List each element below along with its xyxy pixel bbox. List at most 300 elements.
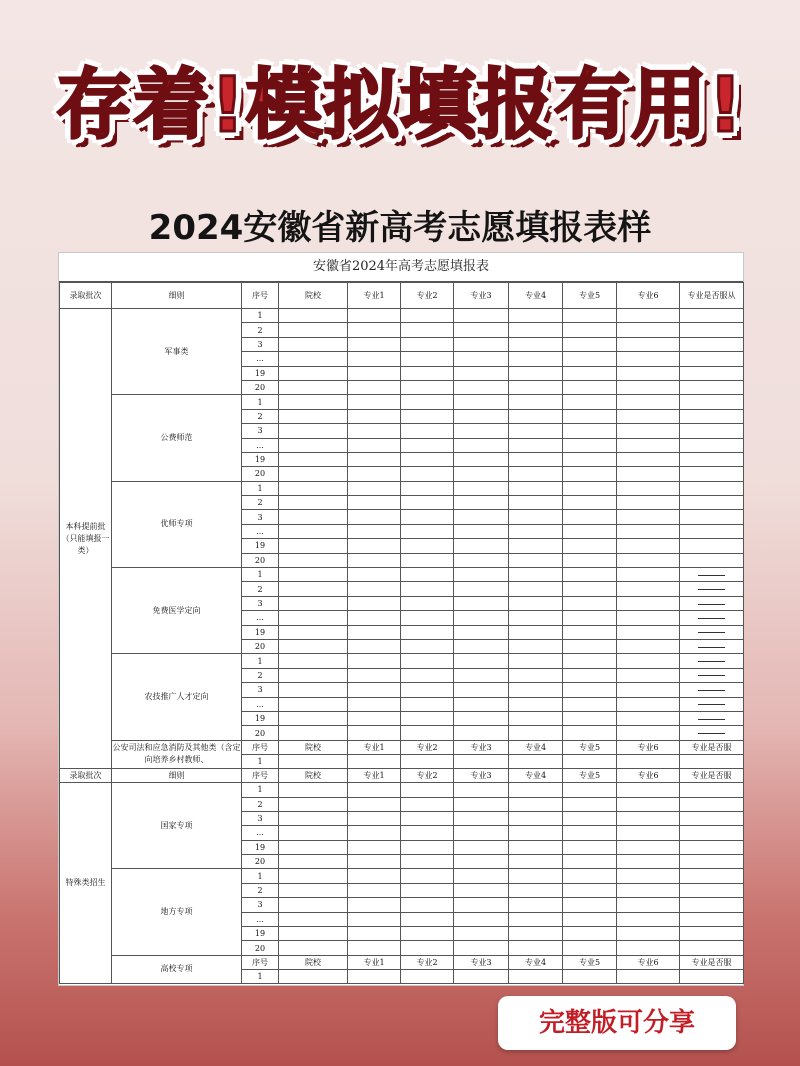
input-cell[interactable] (279, 826, 348, 840)
input-cell[interactable] (680, 840, 744, 854)
input-cell[interactable] (563, 337, 617, 351)
input-cell[interactable] (509, 352, 563, 366)
obey-cell[interactable] (680, 380, 744, 394)
input-cell[interactable] (509, 395, 563, 409)
input-cell[interactable] (279, 639, 348, 653)
input-cell[interactable] (279, 539, 348, 553)
input-cell[interactable] (617, 783, 680, 797)
input-cell[interactable] (509, 366, 563, 380)
input-cell[interactable] (563, 323, 617, 337)
input-cell[interactable] (348, 611, 401, 625)
input-cell[interactable] (617, 366, 680, 380)
input-cell[interactable] (454, 553, 509, 567)
input-cell[interactable] (509, 927, 563, 941)
input-cell[interactable] (509, 726, 563, 740)
input-cell[interactable] (509, 524, 563, 538)
input-cell[interactable] (348, 424, 401, 438)
input-cell[interactable] (279, 927, 348, 941)
input-cell[interactable] (454, 883, 509, 897)
input-cell[interactable] (617, 452, 680, 466)
input-cell[interactable] (279, 783, 348, 797)
input-cell[interactable] (401, 855, 454, 869)
input-cell[interactable] (454, 941, 509, 955)
input-cell[interactable] (509, 625, 563, 639)
input-cell[interactable] (509, 697, 563, 711)
input-cell[interactable] (509, 639, 563, 653)
input-cell[interactable] (401, 452, 454, 466)
input-cell[interactable] (348, 654, 401, 668)
input-cell[interactable] (454, 811, 509, 825)
input-cell[interactable] (454, 711, 509, 725)
input-cell[interactable] (279, 855, 348, 869)
input-cell[interactable] (279, 496, 348, 510)
input-cell[interactable] (617, 826, 680, 840)
input-cell[interactable] (617, 811, 680, 825)
input-cell[interactable] (348, 711, 401, 725)
input-cell[interactable] (680, 869, 744, 883)
input-cell[interactable] (509, 654, 563, 668)
input-cell[interactable] (617, 309, 680, 323)
input-cell[interactable] (617, 553, 680, 567)
input-cell[interactable] (401, 927, 454, 941)
input-cell[interactable] (401, 380, 454, 394)
obey-cell[interactable] (680, 625, 744, 639)
input-cell[interactable] (617, 496, 680, 510)
input-cell[interactable] (509, 711, 563, 725)
input-cell[interactable] (348, 697, 401, 711)
input-cell[interactable] (401, 409, 454, 423)
input-cell[interactable] (279, 323, 348, 337)
input-cell[interactable] (401, 510, 454, 524)
input-cell[interactable] (617, 869, 680, 883)
input-cell[interactable] (563, 783, 617, 797)
input-cell[interactable] (563, 668, 617, 682)
input-cell[interactable] (563, 840, 617, 854)
input-cell[interactable] (617, 395, 680, 409)
obey-cell[interactable] (680, 524, 744, 538)
input-cell[interactable] (401, 438, 454, 452)
input-cell[interactable] (348, 726, 401, 740)
input-cell[interactable] (617, 840, 680, 854)
input-cell[interactable] (454, 496, 509, 510)
input-cell[interactable] (279, 711, 348, 725)
obey-cell[interactable] (680, 452, 744, 466)
input-cell[interactable] (454, 797, 509, 811)
input-cell[interactable] (563, 711, 617, 725)
input-cell[interactable] (348, 811, 401, 825)
input-cell[interactable] (454, 754, 509, 768)
input-cell[interactable] (509, 969, 563, 983)
input-cell[interactable] (401, 826, 454, 840)
input-cell[interactable] (617, 883, 680, 897)
input-cell[interactable] (617, 510, 680, 524)
input-cell[interactable] (509, 941, 563, 955)
input-cell[interactable] (680, 941, 744, 955)
obey-cell[interactable] (680, 467, 744, 481)
obey-cell[interactable] (680, 323, 744, 337)
input-cell[interactable] (454, 783, 509, 797)
input-cell[interactable] (563, 754, 617, 768)
input-cell[interactable] (509, 683, 563, 697)
input-cell[interactable] (509, 467, 563, 481)
input-cell[interactable] (279, 481, 348, 495)
input-cell[interactable] (454, 337, 509, 351)
input-cell[interactable] (348, 582, 401, 596)
obey-cell[interactable] (680, 611, 744, 625)
input-cell[interactable] (454, 611, 509, 625)
input-cell[interactable] (401, 481, 454, 495)
input-cell[interactable] (279, 309, 348, 323)
input-cell[interactable] (454, 467, 509, 481)
input-cell[interactable] (563, 366, 617, 380)
input-cell[interactable] (563, 898, 617, 912)
input-cell[interactable] (563, 467, 617, 481)
input-cell[interactable] (509, 568, 563, 582)
input-cell[interactable] (680, 783, 744, 797)
input-cell[interactable] (401, 352, 454, 366)
input-cell[interactable] (454, 309, 509, 323)
input-cell[interactable] (401, 797, 454, 811)
input-cell[interactable] (279, 898, 348, 912)
share-badge[interactable]: 完整版可分享 (498, 996, 736, 1050)
input-cell[interactable] (279, 697, 348, 711)
input-cell[interactable] (617, 726, 680, 740)
input-cell[interactable] (348, 625, 401, 639)
input-cell[interactable] (563, 941, 617, 955)
input-cell[interactable] (279, 969, 348, 983)
obey-cell[interactable] (680, 409, 744, 423)
obey-cell[interactable] (680, 337, 744, 351)
input-cell[interactable] (509, 438, 563, 452)
input-cell[interactable] (617, 912, 680, 926)
input-cell[interactable] (401, 625, 454, 639)
input-cell[interactable] (563, 654, 617, 668)
input-cell[interactable] (563, 726, 617, 740)
obey-cell[interactable] (680, 510, 744, 524)
input-cell[interactable] (401, 524, 454, 538)
input-cell[interactable] (401, 654, 454, 668)
input-cell[interactable] (454, 510, 509, 524)
input-cell[interactable] (563, 912, 617, 926)
input-cell[interactable] (348, 898, 401, 912)
input-cell[interactable] (563, 927, 617, 941)
input-cell[interactable] (680, 797, 744, 811)
input-cell[interactable] (563, 524, 617, 538)
input-cell[interactable] (509, 869, 563, 883)
input-cell[interactable] (509, 553, 563, 567)
obey-cell[interactable] (680, 553, 744, 567)
obey-cell[interactable] (680, 539, 744, 553)
input-cell[interactable] (279, 524, 348, 538)
input-cell[interactable] (279, 625, 348, 639)
input-cell[interactable] (563, 855, 617, 869)
input-cell[interactable] (454, 395, 509, 409)
input-cell[interactable] (279, 467, 348, 481)
input-cell[interactable] (563, 582, 617, 596)
input-cell[interactable] (454, 524, 509, 538)
input-cell[interactable] (617, 524, 680, 538)
input-cell[interactable] (563, 510, 617, 524)
obey-cell[interactable] (680, 481, 744, 495)
input-cell[interactable] (454, 912, 509, 926)
input-cell[interactable] (617, 409, 680, 423)
input-cell[interactable] (563, 553, 617, 567)
input-cell[interactable] (279, 654, 348, 668)
input-cell[interactable] (454, 481, 509, 495)
input-cell[interactable] (454, 596, 509, 610)
input-cell[interactable] (617, 855, 680, 869)
obey-cell[interactable] (680, 639, 744, 653)
input-cell[interactable] (680, 811, 744, 825)
input-cell[interactable] (401, 869, 454, 883)
obey-cell[interactable] (680, 496, 744, 510)
input-cell[interactable] (680, 826, 744, 840)
input-cell[interactable] (348, 524, 401, 538)
input-cell[interactable] (401, 596, 454, 610)
input-cell[interactable] (454, 927, 509, 941)
input-cell[interactable] (680, 912, 744, 926)
input-cell[interactable] (680, 883, 744, 897)
input-cell[interactable] (401, 395, 454, 409)
obey-cell[interactable] (680, 683, 744, 697)
input-cell[interactable] (348, 481, 401, 495)
input-cell[interactable] (509, 855, 563, 869)
input-cell[interactable] (617, 438, 680, 452)
obey-cell[interactable] (680, 309, 744, 323)
obey-cell[interactable] (680, 582, 744, 596)
input-cell[interactable] (348, 754, 401, 768)
input-cell[interactable] (617, 467, 680, 481)
input-cell[interactable] (617, 654, 680, 668)
input-cell[interactable] (348, 510, 401, 524)
obey-cell[interactable] (680, 654, 744, 668)
input-cell[interactable] (401, 811, 454, 825)
input-cell[interactable] (279, 452, 348, 466)
input-cell[interactable] (617, 568, 680, 582)
input-cell[interactable] (509, 811, 563, 825)
input-cell[interactable] (454, 639, 509, 653)
input-cell[interactable] (401, 366, 454, 380)
input-cell[interactable] (279, 811, 348, 825)
input-cell[interactable] (563, 424, 617, 438)
input-cell[interactable] (509, 496, 563, 510)
input-cell[interactable] (563, 596, 617, 610)
input-cell[interactable] (348, 639, 401, 653)
input-cell[interactable] (348, 438, 401, 452)
input-cell[interactable] (279, 352, 348, 366)
input-cell[interactable] (509, 309, 563, 323)
input-cell[interactable] (509, 337, 563, 351)
input-cell[interactable] (617, 639, 680, 653)
input-cell[interactable] (617, 611, 680, 625)
input-cell[interactable] (617, 797, 680, 811)
input-cell[interactable] (348, 969, 401, 983)
input-cell[interactable] (401, 323, 454, 337)
input-cell[interactable] (680, 969, 744, 983)
input-cell[interactable] (279, 596, 348, 610)
input-cell[interactable] (509, 582, 563, 596)
input-cell[interactable] (348, 883, 401, 897)
input-cell[interactable] (279, 424, 348, 438)
input-cell[interactable] (509, 783, 563, 797)
input-cell[interactable] (401, 668, 454, 682)
input-cell[interactable] (401, 683, 454, 697)
input-cell[interactable] (454, 726, 509, 740)
input-cell[interactable] (454, 969, 509, 983)
input-cell[interactable] (563, 826, 617, 840)
input-cell[interactable] (509, 898, 563, 912)
input-cell[interactable] (348, 467, 401, 481)
input-cell[interactable] (617, 582, 680, 596)
input-cell[interactable] (509, 596, 563, 610)
input-cell[interactable] (563, 811, 617, 825)
input-cell[interactable] (401, 337, 454, 351)
obey-cell[interactable] (680, 596, 744, 610)
input-cell[interactable] (348, 826, 401, 840)
input-cell[interactable] (509, 424, 563, 438)
input-cell[interactable] (509, 481, 563, 495)
input-cell[interactable] (454, 409, 509, 423)
input-cell[interactable] (279, 380, 348, 394)
input-cell[interactable] (680, 927, 744, 941)
input-cell[interactable] (563, 683, 617, 697)
input-cell[interactable] (348, 783, 401, 797)
input-cell[interactable] (563, 697, 617, 711)
input-cell[interactable] (454, 352, 509, 366)
input-cell[interactable] (617, 424, 680, 438)
input-cell[interactable] (617, 596, 680, 610)
input-cell[interactable] (279, 797, 348, 811)
input-cell[interactable] (454, 869, 509, 883)
input-cell[interactable] (454, 539, 509, 553)
input-cell[interactable] (563, 568, 617, 582)
input-cell[interactable] (401, 883, 454, 897)
input-cell[interactable] (617, 898, 680, 912)
input-cell[interactable] (401, 309, 454, 323)
input-cell[interactable] (563, 380, 617, 394)
input-cell[interactable] (454, 898, 509, 912)
input-cell[interactable] (348, 352, 401, 366)
input-cell[interactable] (401, 726, 454, 740)
input-cell[interactable] (617, 941, 680, 955)
input-cell[interactable] (401, 539, 454, 553)
input-cell[interactable] (454, 452, 509, 466)
input-cell[interactable] (617, 323, 680, 337)
input-cell[interactable] (279, 840, 348, 854)
input-cell[interactable] (279, 366, 348, 380)
obey-cell[interactable] (680, 668, 744, 682)
input-cell[interactable] (279, 668, 348, 682)
input-cell[interactable] (509, 510, 563, 524)
input-cell[interactable] (617, 539, 680, 553)
input-cell[interactable] (617, 668, 680, 682)
input-cell[interactable] (509, 539, 563, 553)
input-cell[interactable] (680, 754, 744, 768)
input-cell[interactable] (348, 869, 401, 883)
input-cell[interactable] (348, 596, 401, 610)
input-cell[interactable] (348, 409, 401, 423)
input-cell[interactable] (348, 927, 401, 941)
input-cell[interactable] (509, 754, 563, 768)
input-cell[interactable] (401, 840, 454, 854)
input-cell[interactable] (509, 452, 563, 466)
input-cell[interactable] (617, 969, 680, 983)
input-cell[interactable] (509, 797, 563, 811)
input-cell[interactable] (401, 568, 454, 582)
input-cell[interactable] (401, 582, 454, 596)
input-cell[interactable] (509, 409, 563, 423)
input-cell[interactable] (509, 840, 563, 854)
input-cell[interactable] (348, 912, 401, 926)
input-cell[interactable] (401, 711, 454, 725)
input-cell[interactable] (617, 481, 680, 495)
input-cell[interactable] (563, 352, 617, 366)
input-cell[interactable] (348, 380, 401, 394)
input-cell[interactable] (454, 625, 509, 639)
input-cell[interactable] (279, 912, 348, 926)
input-cell[interactable] (279, 568, 348, 582)
input-cell[interactable] (563, 611, 617, 625)
input-cell[interactable] (509, 883, 563, 897)
obey-cell[interactable] (680, 352, 744, 366)
input-cell[interactable] (454, 380, 509, 394)
input-cell[interactable] (563, 639, 617, 653)
input-cell[interactable] (454, 323, 509, 337)
input-cell[interactable] (563, 481, 617, 495)
input-cell[interactable] (279, 611, 348, 625)
input-cell[interactable] (348, 553, 401, 567)
input-cell[interactable] (401, 912, 454, 926)
input-cell[interactable] (401, 898, 454, 912)
input-cell[interactable] (563, 539, 617, 553)
input-cell[interactable] (454, 438, 509, 452)
input-cell[interactable] (563, 496, 617, 510)
input-cell[interactable] (279, 510, 348, 524)
input-cell[interactable] (617, 683, 680, 697)
input-cell[interactable] (401, 424, 454, 438)
input-cell[interactable] (617, 927, 680, 941)
input-cell[interactable] (454, 424, 509, 438)
input-cell[interactable] (279, 395, 348, 409)
input-cell[interactable] (509, 912, 563, 926)
input-cell[interactable] (563, 438, 617, 452)
input-cell[interactable] (348, 668, 401, 682)
input-cell[interactable] (563, 452, 617, 466)
input-cell[interactable] (454, 668, 509, 682)
input-cell[interactable] (563, 869, 617, 883)
input-cell[interactable] (279, 409, 348, 423)
obey-cell[interactable] (680, 726, 744, 740)
input-cell[interactable] (509, 323, 563, 337)
input-cell[interactable] (680, 855, 744, 869)
input-cell[interactable] (617, 697, 680, 711)
input-cell[interactable] (348, 855, 401, 869)
obey-cell[interactable] (680, 438, 744, 452)
input-cell[interactable] (454, 366, 509, 380)
input-cell[interactable] (617, 337, 680, 351)
input-cell[interactable] (279, 883, 348, 897)
input-cell[interactable] (348, 323, 401, 337)
input-cell[interactable] (563, 797, 617, 811)
input-cell[interactable] (348, 840, 401, 854)
input-cell[interactable] (279, 553, 348, 567)
obey-cell[interactable] (680, 697, 744, 711)
obey-cell[interactable] (680, 395, 744, 409)
input-cell[interactable] (401, 969, 454, 983)
input-cell[interactable] (348, 309, 401, 323)
input-cell[interactable] (509, 826, 563, 840)
input-cell[interactable] (617, 711, 680, 725)
